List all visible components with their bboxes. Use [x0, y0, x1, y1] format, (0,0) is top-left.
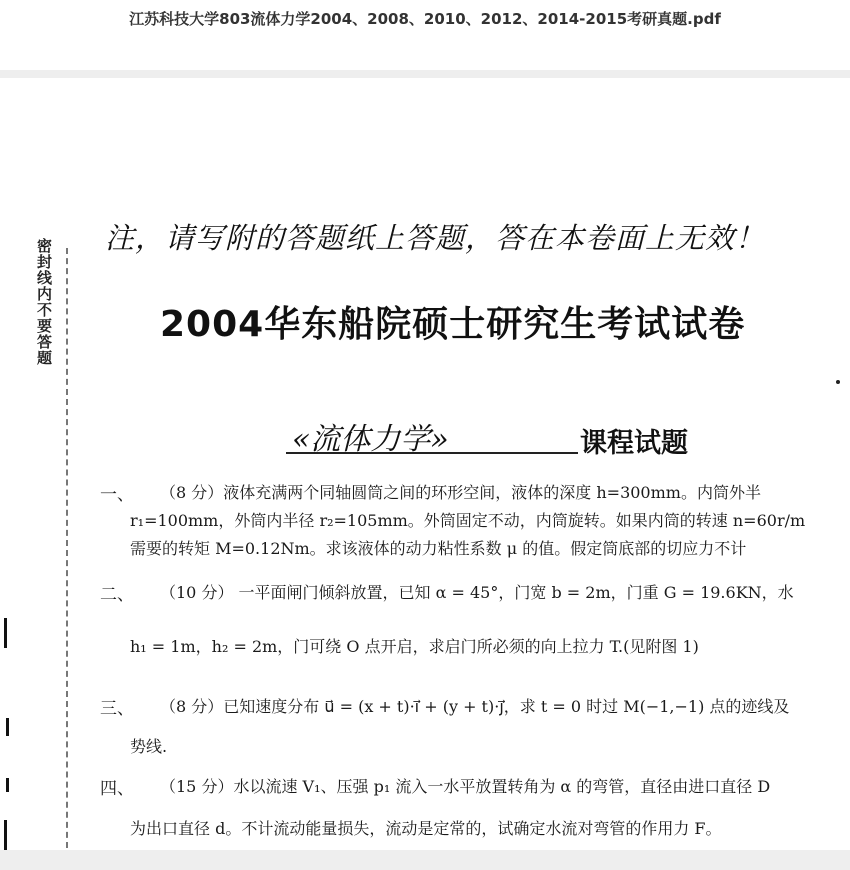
seal-line [66, 248, 68, 848]
course-name-handwritten: «流体力学» [292, 422, 449, 457]
question-text: （15 分）水以流速 V₁、压强 p₁ 流入一水平放置转角为 α 的弯管，直径由进口直径 D [160, 777, 771, 796]
viewer-footer [0, 850, 850, 870]
document-title: 江苏科技大学803流体力学2004、2008、2010、2012、2014-2015考研真题.pdf [129, 10, 721, 28]
course-underline [286, 452, 578, 454]
question-text: h₁ = 1m，h₂ = 2m，门可绕 O 点开启，求启门所必须的向上拉力 T.(见附图 1) [130, 637, 699, 656]
question-text: 为出口直径 d。不计流动能量损失，流动是定常的，试确定水流对弯管的作用力 F。 [130, 819, 722, 838]
viewer-header [0, 0, 850, 70]
exam-title: 2004华东船院硕士研究生考试试卷 [160, 304, 746, 345]
stray-mark [836, 380, 840, 384]
margin-mark [6, 718, 21, 736]
question-text: （8 分）液体充满两个同轴圆筒之间的环形空间，液体的深度 h=300mm。内筒外半 [160, 483, 761, 502]
margin-mark [4, 618, 19, 648]
question-text: （10 分） 一平面闸门倾斜放置，已知 α = 45°，门宽 b = 2m，门重 G = 19.6KN，水 [160, 583, 794, 602]
seal-line-notice: 密封线内不要答题 [35, 238, 53, 366]
question-number: 二、 [100, 585, 134, 605]
margin-mark [4, 820, 19, 850]
margin-mark [6, 778, 21, 792]
handwritten-note: 注，请写附的答题纸上答题，答在本卷面上无效！ [105, 221, 766, 255]
question-number: 一、 [100, 485, 134, 505]
question-text: 需要的转矩 M=0.12Nm。求该液体的动力粘性系数 μ 的值。假定筒底部的切应力不计 [130, 539, 747, 558]
question-number: 三、 [100, 699, 134, 719]
question-text: （8 分）已知速度分布 u⃗ = (x + t)·i⃗ + (y + t)·j⃗，求 t = 0 时过 M(−1,−1) 点的迹线及 [160, 697, 790, 716]
course-label: 课程试题 [580, 428, 688, 459]
question-text: r₁=100mm，外筒内半径 r₂=105mm。外筒固定不动，内筒旋转。如果内筒的转速 n=60r/m [130, 511, 806, 530]
header-divider [0, 70, 850, 78]
question-text: 势线. [130, 737, 168, 756]
pdf-page[interactable] [0, 78, 850, 850]
question-number: 四、 [100, 779, 134, 799]
